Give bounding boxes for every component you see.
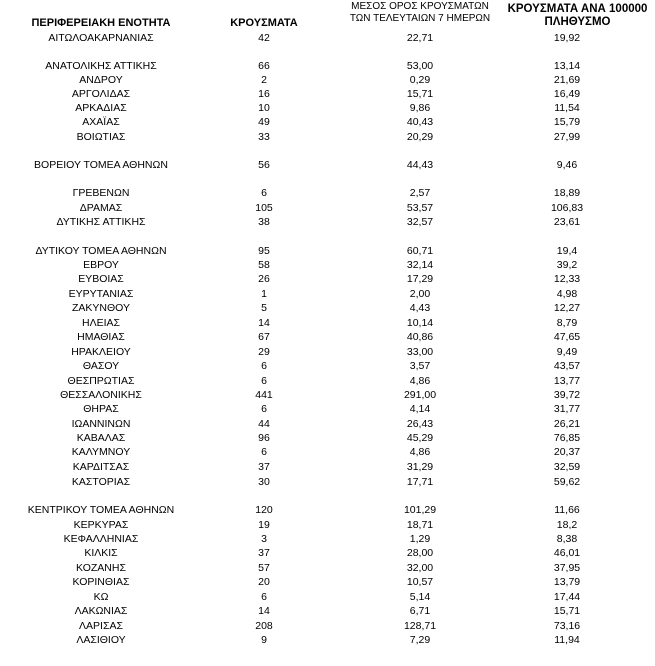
- cases-cell: 441: [255, 389, 273, 401]
- per100k-cell: 39,2: [556, 259, 578, 271]
- avg7-cell: 31,29: [406, 461, 434, 473]
- cases-cell: 58: [258, 259, 270, 271]
- region-cell: ΛΑΣΙΘΙΟΥ: [76, 634, 126, 646]
- table-row: [0, 402, 655, 416]
- avg7-cell: 26,43: [406, 418, 434, 430]
- header-avg7-line2: ΤΩΝ ΤΕΛΕΥΤΑΙΩΝ 7 ΗΜΕΡΩΝ: [349, 13, 491, 24]
- region-cell: ΛΑΡΙΣΑΣ: [79, 620, 123, 632]
- avg7-cell: 5,14: [409, 591, 431, 603]
- cases-cell: 2: [261, 74, 267, 86]
- table-row: [0, 503, 655, 517]
- region-cell: ΚΟΡΙΝΘΙΑΣ: [72, 576, 130, 588]
- region-cell: ΑΝΔΡΟΥ: [79, 74, 123, 86]
- avg7-cell: 33,00: [406, 346, 434, 358]
- table-row: [0, 244, 655, 258]
- region-cell: ΘΕΣΠΡΩΤΙΑΣ: [67, 375, 135, 387]
- avg7-cell: 40,43: [406, 116, 434, 128]
- table-row: [0, 301, 655, 315]
- cases-cell: 208: [255, 620, 273, 632]
- per100k-cell: 19,92: [553, 32, 581, 44]
- table-row: [0, 258, 655, 272]
- per100k-cell: 47,65: [553, 331, 581, 343]
- header-per100k-line1: ΚΡΟΥΣΜΑΤΑ ΑΝΑ 100000: [507, 3, 648, 15]
- cases-cell: 26: [258, 273, 270, 285]
- region-cell: ΚΑΛΥΜΝΟΥ: [71, 446, 131, 458]
- cases-cell: 33: [258, 131, 270, 143]
- per100k-cell: 11,54: [554, 102, 580, 114]
- cases-cell: 1: [261, 288, 267, 300]
- per100k-cell: 13,14: [553, 60, 581, 72]
- table-row: [0, 374, 655, 388]
- table-row: [0, 330, 655, 344]
- avg7-cell: 128,71: [403, 620, 437, 632]
- table-row: [0, 201, 655, 215]
- table-row: [0, 359, 655, 373]
- cases-cell: 10: [258, 102, 270, 114]
- table-row: [0, 475, 655, 489]
- per100k-cell: 46,01: [553, 547, 581, 559]
- avg7-cell: 45,29: [406, 432, 434, 444]
- table-row: [0, 619, 655, 633]
- per100k-cell: 73,16: [553, 620, 581, 632]
- avg7-cell: 101,29: [403, 504, 437, 516]
- cases-cell: 44: [258, 418, 270, 430]
- per100k-cell: 12,33: [553, 273, 581, 285]
- avg7-cell: 15,71: [406, 88, 434, 100]
- cases-cell: 16: [258, 88, 270, 100]
- avg7-cell: 17,29: [406, 273, 434, 285]
- per100k-cell: 13,79: [553, 576, 581, 588]
- avg7-cell: 20,29: [406, 131, 434, 143]
- per100k-cell: 11,66: [554, 504, 580, 516]
- table-row: [0, 590, 655, 604]
- cases-cell: 6: [261, 591, 267, 603]
- cases-cell: 67: [258, 331, 270, 343]
- avg7-cell: 2,00: [409, 288, 431, 300]
- avg7-cell: 10,14: [406, 317, 434, 329]
- avg7-cell: 9,86: [409, 102, 431, 114]
- cases-cell: 6: [261, 187, 267, 199]
- avg7-cell: 4,43: [409, 302, 431, 314]
- per100k-cell: 15,79: [553, 116, 581, 128]
- per100k-cell: 9,49: [556, 346, 578, 358]
- region-cell: ΑΝΑΤΟΛΙΚΗΣ ΑΤΤΙΚΗΣ: [45, 60, 157, 72]
- cases-cell: 96: [258, 432, 270, 444]
- avg7-cell: 1,29: [409, 533, 431, 545]
- cases-cell: 6: [261, 375, 267, 387]
- per100k-cell: 12,27: [553, 302, 581, 314]
- per100k-cell: 13,77: [553, 375, 581, 387]
- per100k-cell: 106,83: [550, 202, 584, 214]
- avg7-cell: 4,86: [409, 446, 431, 458]
- avg7-cell: 53,57: [406, 202, 434, 214]
- avg7-cell: 44,43: [406, 159, 434, 171]
- cases-cell: 9: [261, 634, 267, 646]
- table-row: [0, 460, 655, 474]
- table-row: [0, 115, 655, 129]
- cases-cell: 20: [258, 576, 270, 588]
- avg7-cell: 291,00: [403, 389, 437, 401]
- per100k-cell: 19,4: [556, 245, 578, 257]
- header-per100k-line2: ΠΛΗΘΥΣΜΟ: [544, 16, 611, 28]
- region-cell: ΑΧΑΪΑΣ: [82, 116, 120, 128]
- table-row: [0, 186, 655, 200]
- table-row: [0, 604, 655, 618]
- cases-cell: 37: [258, 547, 270, 559]
- cases-cell: 5: [261, 302, 267, 314]
- cases-cell: 95: [258, 245, 270, 257]
- per100k-cell: 31,77: [553, 403, 581, 415]
- region-cell: ΛΑΚΩΝΙΑΣ: [74, 605, 128, 617]
- region-cell: ΕΥΡΥΤΑΝΙΑΣ: [68, 288, 134, 300]
- table-row: [0, 575, 655, 589]
- region-cell: ΕΥΒΟΙΑΣ: [78, 273, 124, 285]
- region-cell: ΚΑΒΑΛΑΣ: [76, 432, 126, 444]
- region-cell: ΚΟΖΑΝΗΣ: [76, 562, 126, 574]
- per100k-cell: 11,94: [554, 634, 580, 646]
- cases-cell: 14: [258, 605, 270, 617]
- table-row: [0, 532, 655, 546]
- cases-cell: 19: [258, 519, 270, 531]
- cases-cell: 6: [261, 403, 267, 415]
- avg7-cell: 0,29: [409, 74, 431, 86]
- table-row: [0, 417, 655, 431]
- cases-cell: 6: [261, 360, 267, 372]
- table-row: [0, 345, 655, 359]
- cases-cell: 105: [255, 202, 273, 214]
- cases-cell: 56: [258, 159, 270, 171]
- table-row: [0, 272, 655, 286]
- table-row: [0, 561, 655, 575]
- avg7-cell: 6,71: [409, 605, 431, 617]
- region-cell: ΘΕΣΣΑΛΟΝΙΚΗΣ: [60, 389, 142, 401]
- table-row: [0, 73, 655, 87]
- table-row: [0, 59, 655, 73]
- cases-cell: 42: [258, 32, 270, 44]
- table-row: [0, 31, 655, 45]
- per100k-cell: 8,79: [556, 317, 578, 329]
- cases-cell: 57: [258, 562, 270, 574]
- per100k-cell: 18,2: [556, 519, 578, 531]
- cases-cell: 49: [258, 116, 270, 128]
- avg7-cell: 18,71: [406, 519, 434, 531]
- region-cell: ΖΑΚΥΝΘΟΥ: [71, 302, 130, 314]
- per100k-cell: 18,89: [553, 187, 581, 199]
- table-row: [0, 431, 655, 445]
- table-row: [0, 215, 655, 229]
- region-cell: ΔΥΤΙΚΗΣ ΑΤΤΙΚΗΣ: [56, 216, 146, 228]
- avg7-cell: 22,71: [406, 32, 434, 44]
- header-region: ΠΕΡΙΦΕΡΕΙΑΚΗ ΕΝΟΤΗΤΑ: [31, 17, 171, 29]
- per100k-cell: 37,95: [553, 562, 581, 574]
- table-row: [0, 101, 655, 115]
- region-cell: ΗΡΑΚΛΕΙΟΥ: [71, 346, 131, 358]
- region-cell: ΚΑΡΔΙΤΣΑΣ: [72, 461, 130, 473]
- region-cell: ΒΟΡΕΙΟΥ ΤΟΜΕΑ ΑΘΗΝΩΝ: [34, 159, 168, 171]
- avg7-cell: 60,71: [406, 245, 434, 257]
- per100k-cell: 26,21: [553, 418, 581, 430]
- cases-cell: 6: [261, 446, 267, 458]
- region-cell: ΗΜΑΘΙΑΣ: [77, 331, 125, 343]
- table-row: [0, 130, 655, 144]
- table-row: [0, 445, 655, 459]
- per100k-cell: 17,44: [553, 591, 581, 603]
- avg7-cell: 10,57: [406, 576, 434, 588]
- per100k-cell: 15,71: [553, 605, 581, 617]
- avg7-cell: 4,14: [409, 403, 431, 415]
- avg7-cell: 40,86: [406, 331, 434, 343]
- cases-cell: 30: [258, 476, 270, 488]
- avg7-cell: 32,57: [406, 216, 434, 228]
- avg7-cell: 32,14: [406, 259, 434, 271]
- table-row: [0, 158, 655, 172]
- region-cell: ΗΛΕΙΑΣ: [81, 317, 120, 329]
- region-cell: ΑΙΤΩΛΟΑΚΑΡΝΑΝΙΑΣ: [48, 32, 154, 44]
- per100k-cell: 20,37: [553, 446, 581, 458]
- per100k-cell: 59,62: [553, 476, 581, 488]
- avg7-cell: 3,57: [409, 360, 431, 372]
- region-cell: ΔΡΑΜΑΣ: [79, 202, 123, 214]
- region-cell: ΑΡΚΑΔΙΑΣ: [75, 102, 127, 114]
- cases-cell: 14: [258, 317, 270, 329]
- cases-cell: 3: [261, 533, 267, 545]
- per100k-cell: 43,57: [553, 360, 581, 372]
- avg7-cell: 7,29: [409, 634, 431, 646]
- table-row: [0, 633, 655, 647]
- cases-cell: 38: [258, 216, 270, 228]
- per100k-cell: 4,98: [556, 288, 578, 300]
- cases-cell: 29: [258, 346, 270, 358]
- region-cell: ΚΩ: [93, 591, 109, 603]
- avg7-cell: 53,00: [406, 60, 434, 72]
- table-row: [0, 287, 655, 301]
- avg7-cell: 17,71: [406, 476, 434, 488]
- per100k-cell: 39,72: [553, 389, 581, 401]
- region-cell: ΚΕΦΑΛΛΗΝΙΑΣ: [63, 533, 139, 545]
- table-row: [0, 87, 655, 101]
- avg7-cell: 4,86: [409, 375, 431, 387]
- region-cell: ΕΒΡΟΥ: [83, 259, 119, 271]
- region-cell: ΓΡΕΒΕΝΩΝ: [72, 187, 130, 199]
- per100k-cell: 9,46: [556, 159, 578, 171]
- region-cell: ΒΟΙΩΤΙΑΣ: [76, 131, 126, 143]
- avg7-cell: 2,57: [409, 187, 431, 199]
- region-cell: ΔΥΤΙΚΟΥ ΤΟΜΕΑ ΑΘΗΝΩΝ: [35, 245, 167, 257]
- cases-cell: 120: [255, 504, 273, 516]
- per100k-cell: 21,69: [553, 74, 581, 86]
- per100k-cell: 23,61: [553, 216, 581, 228]
- table-row: [0, 316, 655, 330]
- table-row: [0, 388, 655, 402]
- avg7-cell: 32,00: [406, 562, 434, 574]
- per100k-cell: 27,99: [553, 131, 581, 143]
- header-avg7-line1: ΜΕΣΟΣ ΟΡΟΣ ΚΡΟΥΣΜΑΤΩΝ: [351, 1, 489, 12]
- per100k-cell: 16,49: [553, 88, 581, 100]
- per100k-cell: 32,59: [553, 461, 581, 473]
- header-cases: ΚΡΟΥΣΜΑΤΑ: [230, 17, 298, 29]
- region-cell: ΑΡΓΟΛΙΔΑΣ: [71, 88, 131, 100]
- region-cell: ΚΕΝΤΡΙΚΟΥ ΤΟΜΕΑ ΑΘΗΝΩΝ: [27, 504, 175, 516]
- region-cell: ΚΙΛΚΙΣ: [84, 547, 118, 559]
- cases-cell: 37: [258, 461, 270, 473]
- region-cell: ΙΩΑΝΝΙΝΩΝ: [71, 418, 131, 430]
- table-row: [0, 546, 655, 560]
- region-cell: ΚΕΡΚΥΡΑΣ: [73, 519, 129, 531]
- region-cell: ΚΑΣΤΟΡΙΑΣ: [71, 476, 131, 488]
- region-cell: ΘΑΣΟΥ: [82, 360, 120, 372]
- region-cell: ΘΗΡΑΣ: [83, 403, 119, 415]
- per100k-cell: 8,38: [556, 533, 578, 545]
- avg7-cell: 28,00: [406, 547, 434, 559]
- per100k-cell: 76,85: [553, 432, 581, 444]
- cases-cell: 66: [258, 60, 270, 72]
- table-row: [0, 518, 655, 532]
